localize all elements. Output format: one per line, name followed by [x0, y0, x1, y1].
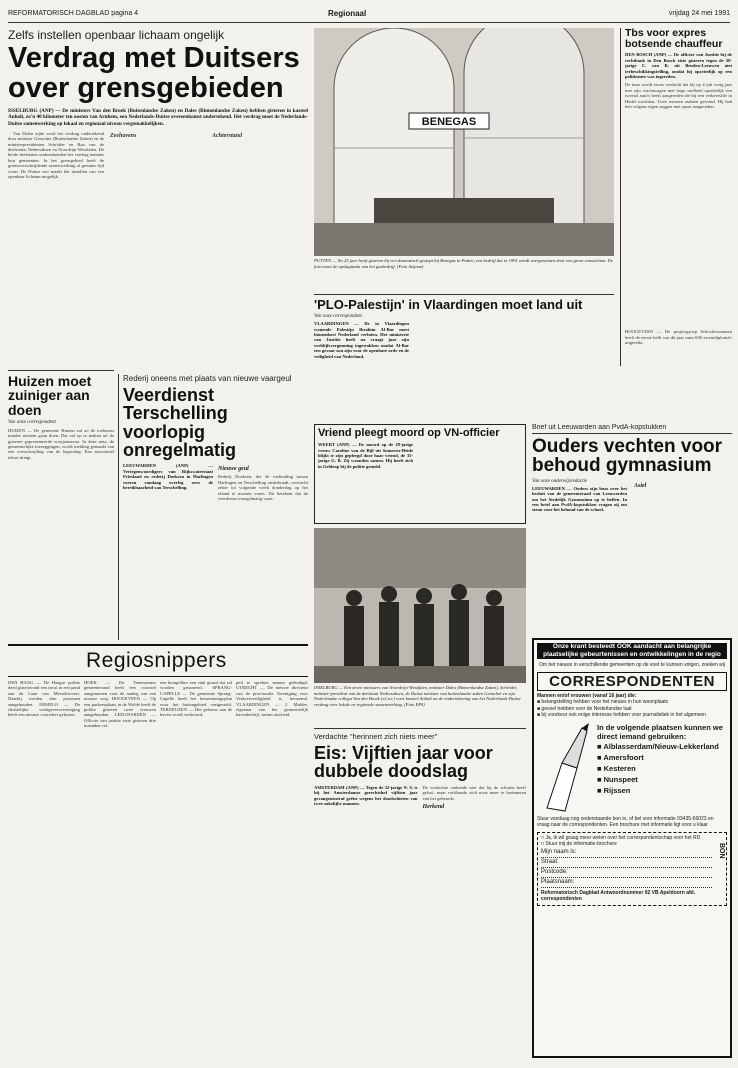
tbs-body: De man wordt ervan verdacht dat hij op 4 juli vorig jaar met zijn vrachtwagen met hoge snelheid opzettelijk een tweetal auto's heeft aangereden die bij een verkeersfile in Hedel wachtten. Twee mensen raakten gewond. Hij had hen volgens eigen zeggen met opzet aangereden.	[625, 82, 732, 110]
ouders-article	[532, 424, 732, 634]
correspondents-ad	[532, 638, 732, 1058]
tbs-lead: DEN BOSCH (ANP) — De officier van Justitie bij de rechtbank in Den Bosch eiste gisteren tegen de 28-jarige C. van R. uit Beuden-Leeuwen niet terbeschikkingstelling, omdat hij opzettelijk op een politieauto was ingereden.	[625, 52, 732, 80]
coupon-field-street[interactable]: Straat:	[541, 858, 712, 868]
main-subhead-1: Zeehavens	[110, 132, 137, 139]
ad-place-4-text: Nunspeet	[603, 774, 638, 784]
ouders-byline: Van onze onderwijsredactie	[532, 478, 588, 484]
ad-place-2: ■ Amersfoort	[597, 752, 644, 762]
main-article	[8, 28, 308, 366]
ad-requirement-1-text: belangstelling hebben voor het nieuws in hun woonplaats	[541, 699, 669, 705]
huizen-article	[8, 374, 114, 640]
plo-body: VLAARDINGEN — De in Vlaardingen wonende Palestijn Ibrahim Al-Bar moet binnenkort Nederland verlaten. Het ministerie van Justitie heeft na vraagt jaar zijn verblijfsvergunning ingetrokken omdat Al-Bar een gevaar zou zijn voor de openbare orde en de veiligheid van Nederland.	[314, 321, 409, 359]
eis-article	[314, 732, 526, 1058]
main-col-3	[212, 131, 308, 336]
ad-place-4: ■ Nunspeet	[597, 774, 638, 784]
coupon-field-city[interactable]: Plaatsnaam:	[541, 878, 712, 888]
ad-requirement-3-text: bij voorkeur ook enige interesse hebben voor journalistiek in het algemeen	[541, 712, 706, 718]
regiosnippers-banner	[8, 644, 308, 677]
main-headline: Verdrag met Duitsers over grensgebieden	[8, 42, 300, 104]
ad-place-2-text: Amersfoort	[603, 752, 644, 762]
ad-requirement-2-text: gevoel hebben voor de Nederlandse taal	[541, 705, 632, 712]
tbs-headline: Tbs voor expres botsende chauffeur	[625, 28, 723, 50]
eis-kicker: Verdachte "herinnert zich niets meer"	[314, 732, 438, 741]
huizen-body: HUIZEN — De gemeente Huizen zal zo de toekomst minder moeten gaan doen. Dat zal op te maken uit de gisteren gepresenteerde voorjaarsnota. In deze nota, de gemeentelijke toezeggingen, wordt melding gemaakt van een overschrijding van de begroting. Een structureel tekort dreigt.	[8, 427, 114, 460]
ad-contact: Stuur vandaag nog onderstaande bon in, of bel voor informatie 03435-66023 en vraag naar de correspondenten. Een brochure met informatie ligt voor u klaar	[537, 815, 714, 828]
ministers-photo	[314, 528, 526, 683]
ad-place-1-text: Alblasserdam/Nieuw-Lekkerland	[603, 741, 719, 751]
terschelling-lead: LEEUWARDEN (ANP) — Vertegenwoordigers van Rijkswaterstaat Friesland en rederij Doeksen in Harlingen voeren vandaag overleg over de bereikbaarheid van Terschelling.	[123, 463, 213, 491]
ad-places-intro: In de volgende plaatsen kunnen we direct iemand gebruiken:	[597, 722, 723, 741]
regiosnippers-columns	[8, 680, 308, 1060]
huizen-byline: Van onze correspondent	[8, 419, 56, 425]
ouders-kicker: Brief uit Leeuwarden aan PvdA-kopstukken	[532, 424, 732, 434]
vriend-article	[314, 424, 526, 524]
coupon-field-postcode[interactable]: Postcode:	[541, 868, 712, 878]
divider-huizen	[8, 370, 114, 371]
main-col-1	[8, 131, 104, 336]
ad-requirement-3: ■ bij voorkeur ook enige interesse hebben voor journalistiek in het algemeen	[537, 712, 706, 718]
benegas-sign-text: BENEGAS	[421, 116, 477, 128]
ad-subheading: Mannen en/of vrouwen (vanaf 16 jaar) die:	[537, 692, 637, 699]
main-lead: ISSELBURG (ANP) — De ministers Van den Broek (Buitenlandse Zaken) en Dales (Binnenlandse Zaken) hebben gisteren in kasteel Anholt, zo'n 40 kilometer ten oosten van Arnhem, een Nederlands-Duitse overeenkomst ondertekend. Het verdrag moet de Nederlands-Duitse samenwerking op lokaal en regionaal niveau vergemakkelijken.	[8, 108, 308, 127]
terschelling-subhead: Nieuwe geul	[218, 466, 249, 473]
vriend-headline: Vriend pleegt moord op VN-officier	[318, 427, 500, 439]
regiosnippers-title: Regiosnippers	[86, 649, 227, 672]
coupon-footer: Reformatorisch Dagblad Antwoordnummer 92 VB Apeldoorn afd. correspondenten	[541, 889, 696, 902]
terschelling-body: Rederij Doeksen, die de verbinding tussen Harlingen en Terschelling onderhoudt, verwacht zeker tot volgende week donderdag op het eiland te moeten varen. Dit betekent dat de veerdienst onregelmatig vaart.	[218, 474, 308, 502]
header-section: Regionaal	[328, 9, 367, 18]
ad-requirement-1: ■ belangstelling hebben voor het nieuws in hun woonplaats	[537, 699, 669, 705]
ad-intro: Om het nieuws in verschillende gemeenten op de voet te kunnen volgen, zoeken wij	[539, 662, 725, 668]
divider-plo	[314, 294, 614, 295]
plo-headline: 'PLO-Palestijn' in Vlaardingen moet land uit	[314, 298, 583, 312]
vriend-body: WEERT (ANP) — De moord op de 28-jarige vrouw Caroline van de Bijl uit Someren-Heide blijkt te zijn gepleegd door haar vriend, de 35-jarige G. B. Zij woonden samen. Hij heeft zich in Geldrop bij de politie gemeld.	[318, 442, 413, 469]
ad-coupon	[537, 832, 727, 906]
ad-place-1: ■ Alblasserdam/Nieuw-Lekkerland	[597, 741, 719, 751]
ad-heading: CORRESPONDENTEN	[537, 672, 727, 691]
ad-place-3-text: Kesteren	[603, 763, 636, 773]
main-col-2	[110, 131, 206, 336]
ouders-headline: Ouders vechten voor behoud gymnasium	[532, 436, 723, 477]
tbs-article	[620, 28, 732, 366]
terschelling-headline: Veerdienst Terschelling voorlopig onregelmatig	[123, 385, 237, 461]
ad-requirement-2: ■ gevoel hebben voor de Nederlandse taal	[537, 705, 632, 712]
coupon-bon-label: BON	[718, 842, 725, 859]
eis-body: De verdachte ontkende niet dat hij de schoten heeft gelost, maar verklaarde zich niets meer te herinneren van het gebeurde.	[422, 784, 526, 801]
coupon-option-1-text: Ja, ik wil graag meer weten over het correspondentschap voor het RD	[545, 834, 701, 841]
header-paper-name: REFORMATORISCH DAGBLAD pagina 4	[8, 10, 139, 17]
ministers-illustration	[314, 528, 526, 683]
divider-eis	[314, 728, 526, 729]
page-header	[8, 8, 730, 23]
plo-byline: Van onze correspondent	[314, 314, 362, 320]
regiosnippers-col-4: peil te spreken nemen geëindigd. UTRECHT — De nieuwe directeur van de provinciale Vereniging voor Verkeersveiligheid is benoemd. VLAARDINGEN — J. Mulder, eigenaar van het gemeentelijk havenbedrijf, neemt afscheid.	[236, 680, 308, 718]
eis-subhead: Herkend	[422, 803, 445, 810]
huizen-headline: Huizen moet zuiniger aan doen	[8, 374, 92, 418]
ad-place-5-text: Rijssen	[603, 785, 631, 795]
eis-lead: AMSTERDAM (ANP) — Tegen de 32-jarige N. S. is bij het Amsterdamse gerechtshof vijftien jaar gevangenisstraf geëist wegens het doodschieten van twee zakelijke mannen.	[314, 784, 418, 806]
ad-title: Onze krant besteedt OOK aandacht aan belangrijke plaatselijke gebeurtenissen en ontwikkelingen in de regio	[537, 643, 727, 659]
tbs-footer: HOOGEVEEN — De projectgroep Schoolzwemmen heeft de eerste helft van dit jaar ruim 600 zwemdiploma's uitgereikt.	[625, 329, 732, 346]
gas-plant-illustration	[314, 28, 614, 256]
regiosnippers-col-2: HOEK — De Terneuzense gemeenteraad heeft een voorstel aangenomen voor de aanleg van een nieuwe weg. HOOGEVEEN — Op een parkeerplaats in de Wolde heeft de politie gisteren twee vrouwen aangehouden. LEEUWARDEN — Officier van justitie eiste gisteren drie maanden cel.	[84, 680, 156, 729]
coupon-option-2-text: Stuur mij de informatie-brochure	[545, 841, 617, 847]
coupon-option-1[interactable]: □ Ja, ik wil graag meer weten over het correspondentschap voor het RD	[541, 834, 701, 841]
main-kicker: Zelfs instellen openbaar lichaam ongelijk	[8, 28, 225, 42]
coupon-option-2[interactable]: □ Stuur mij de informatie-brochure	[541, 841, 617, 847]
ouders-body: LEEUWARDEN — Ouders zijn boos over het besluit van de gemeenteraad van Leeuwarden om het Stedelijk Gymnasium op te heffen. In een brief aan PvdA-kopstukken vragen zij om steun voor het behoud van de school.	[532, 485, 627, 513]
terschelling-article	[118, 374, 308, 640]
ad-place-3: ■ Kesteren	[597, 763, 636, 773]
ministers-photo-caption: ISSELBURG — Een zeven ministers van Noordrijn-Westfalen, minister Dales (Binnenlandse Zaken), Schröder, minister-president van de deelstaat Nedersaksen, de Duitse minister van buitenlandse zaken Genscher en zijn Nederlandse collega Van den Broek (v.l.n.r.) voor kasteel Anholt na de ondertekening van het Nederlands-Duitse verdrag over lokale en regionale samenwerking. (Foto EPA)	[314, 685, 521, 707]
main-subhead-2: Achterstand	[212, 132, 243, 139]
plo-article	[314, 298, 614, 418]
ouders-subhead: Asiel	[634, 482, 647, 489]
terschelling-kicker: Rederij oneens met plaats van nieuwe vaargeul	[123, 374, 292, 383]
coupon-field-name[interactable]: Mijn naam is:	[541, 848, 712, 858]
pen-hand-icon	[537, 723, 597, 813]
main-body: Van Dalen zijde werd het verdrag ondertekend door minister Genscher (Buitenlandse Zaken) en de ministerpresidenten Schröder en Rau van de deelstaten Nedersaksen en Noordrijn-Westfalen. De beide deelstaten ondertekenden het verdrag namens hun gemeenten. In het grensgebied heeft de grensoverschrijdende samenwerking al geruime tijd vorm. De Duitse wet maakt het instellen van een openbaar lichaam mogelijk.	[8, 130, 104, 180]
header-date: vrijdag 24 mei 1991	[668, 10, 730, 17]
regiosnippers-col-1: DEN HAAG — De Haagse politie deed gisteravond een inval in een pand aan de Laan van Meerdervoort. Daarbij werden drie personen aangehouden. ERMELO — De christelijke werkgeversvereniging heeft een nieuwe voorzitter gekozen.	[8, 680, 80, 718]
main-photo	[314, 28, 614, 256]
ad-place-5: ■ Rijssen	[597, 785, 631, 795]
main-photo-caption: PUTTEN — Na 25 jaar heeft gisteren bij een dramatisch gestopt bij Benegas in Putten, een bedrijf dat in 1991 wordt overgenomen door een groot consortium. De foto toont de opslagtanks van het gasbedrijf. (Foto Azijnaz)	[314, 258, 613, 269]
eis-headline: Eis: Vijftien jaar voor dubbele doodslag	[314, 743, 493, 782]
regiosnippers-col-3: een kreupelbos een stuk grond dat zal worden gesaneerd. SPRANG-CAPELLE — De gemeente Sprang-Capelle heeft het bestemmingsplan voor het buitengebied vastgesteld. TERNEUZEN — Het gebouw aan de haven wordt verbouwd.	[160, 680, 232, 718]
